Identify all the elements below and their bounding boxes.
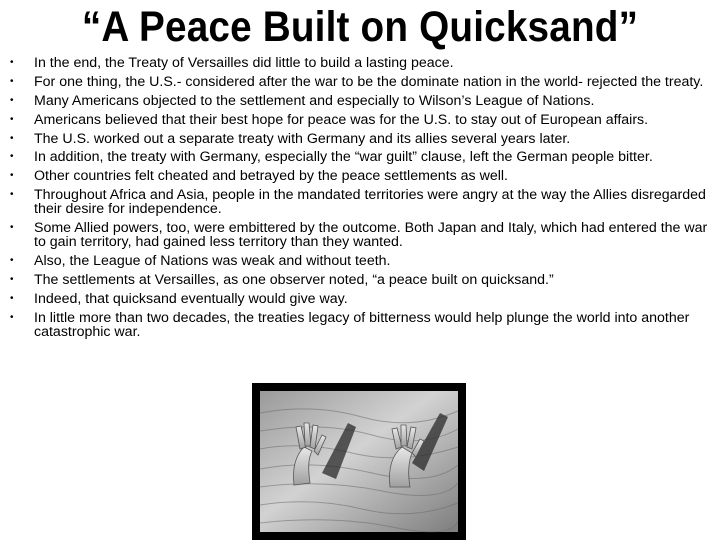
bullet-item: • In little more than two decades, the treaties legacy of bitterness would help plunge the world into another catastrophic war. xyxy=(10,311,710,339)
bullet-item: • Some Allied powers, too, were embittered by the outcome. Both Japan and Italy, which had entered the war to gain territory, had gained less territory than they wanted. xyxy=(10,221,710,249)
quicksand-hands-photo xyxy=(252,383,466,540)
bullet-item: • The settlements at Versailles, as one observer noted, “a peace built on quicksand.” xyxy=(10,273,710,287)
quicksand-hands-illustration xyxy=(252,383,466,540)
bullet-item: • For one thing, the U.S.- considered after the war to be the dominate nation in the world- rejected the treaty. xyxy=(10,75,710,89)
bullet-item: • Many Americans objected to the settlement and especially to Wilson’s League of Nations. xyxy=(10,94,710,108)
slide-title: “A Peace Built on Quicksand” xyxy=(81,3,639,51)
bullet-item: • Also, the League of Nations was weak and without teeth. xyxy=(10,254,710,268)
bullet-item: • In the end, the Treaty of Versailles did little to build a lasting peace. xyxy=(10,56,710,70)
bullet-list xyxy=(10,56,710,344)
bullet-item: • Throughout Africa and Asia, people in the mandated territories were angry at the way the Allies disregarded their desire for independence. xyxy=(10,188,710,216)
bullet-item: • The U.S. worked out a separate treaty with Germany and its allies several years later. xyxy=(10,132,710,146)
bullet-item: • Americans believed that their best hope for peace was for the U.S. to stay out of European affairs. xyxy=(10,113,710,127)
bullet-item: • Indeed, that quicksand eventually would give way. xyxy=(10,292,710,306)
bullet-item: • Other countries felt cheated and betrayed by the peace settlements as well. xyxy=(10,169,710,183)
bullet-item: • In addition, the treaty with Germany, especially the “war guilt” clause, left the German people bitter. xyxy=(10,150,710,164)
